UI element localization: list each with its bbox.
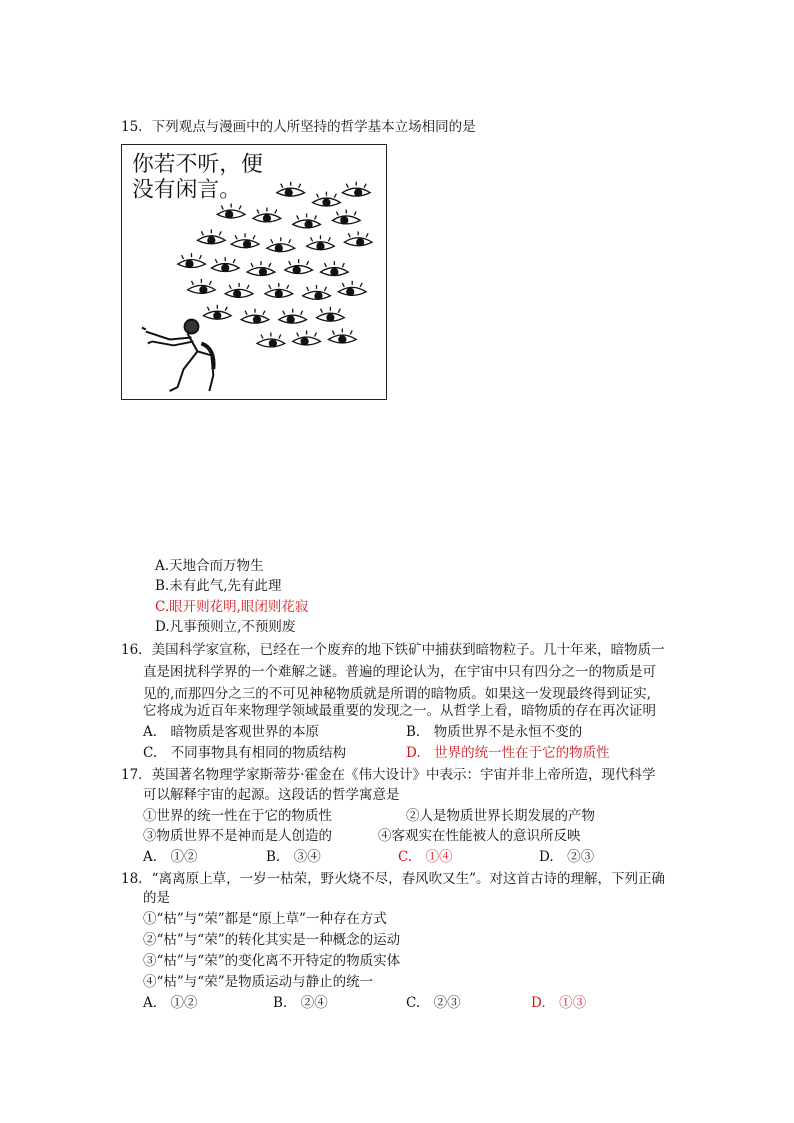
q17-item-3: ③物质世界不是神而是人创造的 <box>143 828 332 844</box>
q17-option-c: C. ①④ <box>398 849 453 865</box>
q17-option-a: A. ①② <box>143 849 198 865</box>
q17-item-1: ①世界的统一性在于它的物质性 <box>143 808 332 824</box>
eye-icon <box>265 283 293 297</box>
q16-line-3: 见的,而那四分之三的不可见神秘物质就是所谓的暗物质。如果这一发现最终得到证实, <box>143 686 652 702</box>
eye-icon <box>203 305 231 319</box>
q18-item-1: ①“枯”与“荣”都是“原上草”一种存在方式 <box>143 911 387 927</box>
q16-line-4: 它将成为近百年来物理学领域最重要的发现之一。从哲学上看，暗物质的存在再次证明 <box>143 703 656 719</box>
q15-stem: 15．下列观点与漫画中的人所坚持的哲学基本立场相同的是 <box>121 119 476 135</box>
q16-option-d: D. 世界的统一性在于它的物质性 <box>406 745 610 761</box>
eye-icon <box>338 281 366 295</box>
eye-icon <box>225 283 253 297</box>
q18-item-4: ④“枯”与“荣”是物质运动与静止的统一 <box>143 974 374 990</box>
eye-icon <box>344 231 372 245</box>
eye-icon <box>241 309 269 323</box>
q18-option-d: D. ①③ <box>531 995 587 1011</box>
eye-icon <box>188 279 216 293</box>
q17-option-b: B. ③④ <box>266 849 321 865</box>
eye-icon <box>217 204 245 218</box>
q15-option-d: D.凡事预则立,不预则废 <box>155 619 296 635</box>
eye-icon <box>257 333 285 347</box>
eye-icon <box>231 233 259 247</box>
cartoon-image <box>121 144 387 400</box>
q16-option-b: B. 物质世界不是永恒不变的 <box>406 724 583 740</box>
q18-item-3: ③“枯”与“荣”的变化离不开特定的物质实体 <box>143 953 401 969</box>
eye-icon <box>267 237 295 251</box>
eye-icon <box>293 331 321 345</box>
q16-line-1: 16．美国科学家宣称，已经在一个废弃的地下铁矿中捕获到暗物粒子。几十年来，暗物质一 <box>121 642 665 658</box>
eye-icon <box>277 182 305 196</box>
q18-option-c: C. ②③ <box>406 995 461 1011</box>
eye-icon <box>253 208 281 222</box>
eye-icon <box>293 213 321 227</box>
eye-icon <box>211 257 239 271</box>
q17-option-d: D. ②③ <box>539 849 595 865</box>
q17-item-2: ②人是物质世界长期发展的产物 <box>406 808 595 824</box>
cartoon-caption-line1: 你若不听，便 <box>131 151 263 177</box>
eye-icon <box>247 261 275 275</box>
eyes-cartoon-illustration <box>122 145 386 399</box>
q17-item-4: ④客观实在性能被人的意识所反映 <box>378 828 581 844</box>
eye-icon <box>342 182 370 196</box>
q15-option-a: A.天地合而万物生 <box>155 558 264 574</box>
q18-option-a: A. ①② <box>143 995 198 1011</box>
q18-item-2: ②“枯”与“荣”的转化其实是一种概念的运动 <box>143 932 401 948</box>
eye-icon <box>317 307 345 321</box>
eye-icon <box>328 329 356 343</box>
q15-option-b: B.未有此气,先有此理 <box>155 578 282 594</box>
q17-line-2: 可以解释宇宙的起源。这段话的哲学寓意是 <box>143 787 400 803</box>
eye-icon <box>285 259 313 273</box>
q15-option-c: C.眼开则花明,眼闭则花寂 <box>155 599 309 615</box>
eye-icon <box>197 229 225 243</box>
eye-icon <box>332 209 360 223</box>
eye-icon <box>307 235 335 249</box>
eye-icon <box>313 192 341 206</box>
eye-icon <box>178 253 206 267</box>
eye-icon <box>303 285 331 299</box>
q18-line-2: 的是 <box>143 890 170 906</box>
q17-line-1: 17．英国著名物理学家斯蒂芬·霍金在《伟大设计》中表示：宇宙并非上帝所造，现代科学 <box>121 767 656 783</box>
q18-option-b: B. ②④ <box>273 995 328 1011</box>
eye-icon <box>279 309 307 323</box>
cartoon-caption-line2: 没有闲言。 <box>131 177 242 203</box>
q18-line-1: 18．“离离原上草，一岁一枯荣，野火烧不尽，春风吹又生”。对这首古诗的理解，下列正确 <box>121 871 665 887</box>
eye-icon <box>320 261 348 275</box>
q16-line-2: 直是困扰科学界的一个难解之谜。普遍的理论认为，在宇宙中只有四分之一的物质是可 <box>143 664 656 680</box>
q16-option-c: C. 不同事物具有相同的物质结构 <box>143 745 347 761</box>
blindfolded-person-icon <box>142 320 214 391</box>
q16-option-a: A. 暗物质是客观世界的本原 <box>143 724 320 740</box>
